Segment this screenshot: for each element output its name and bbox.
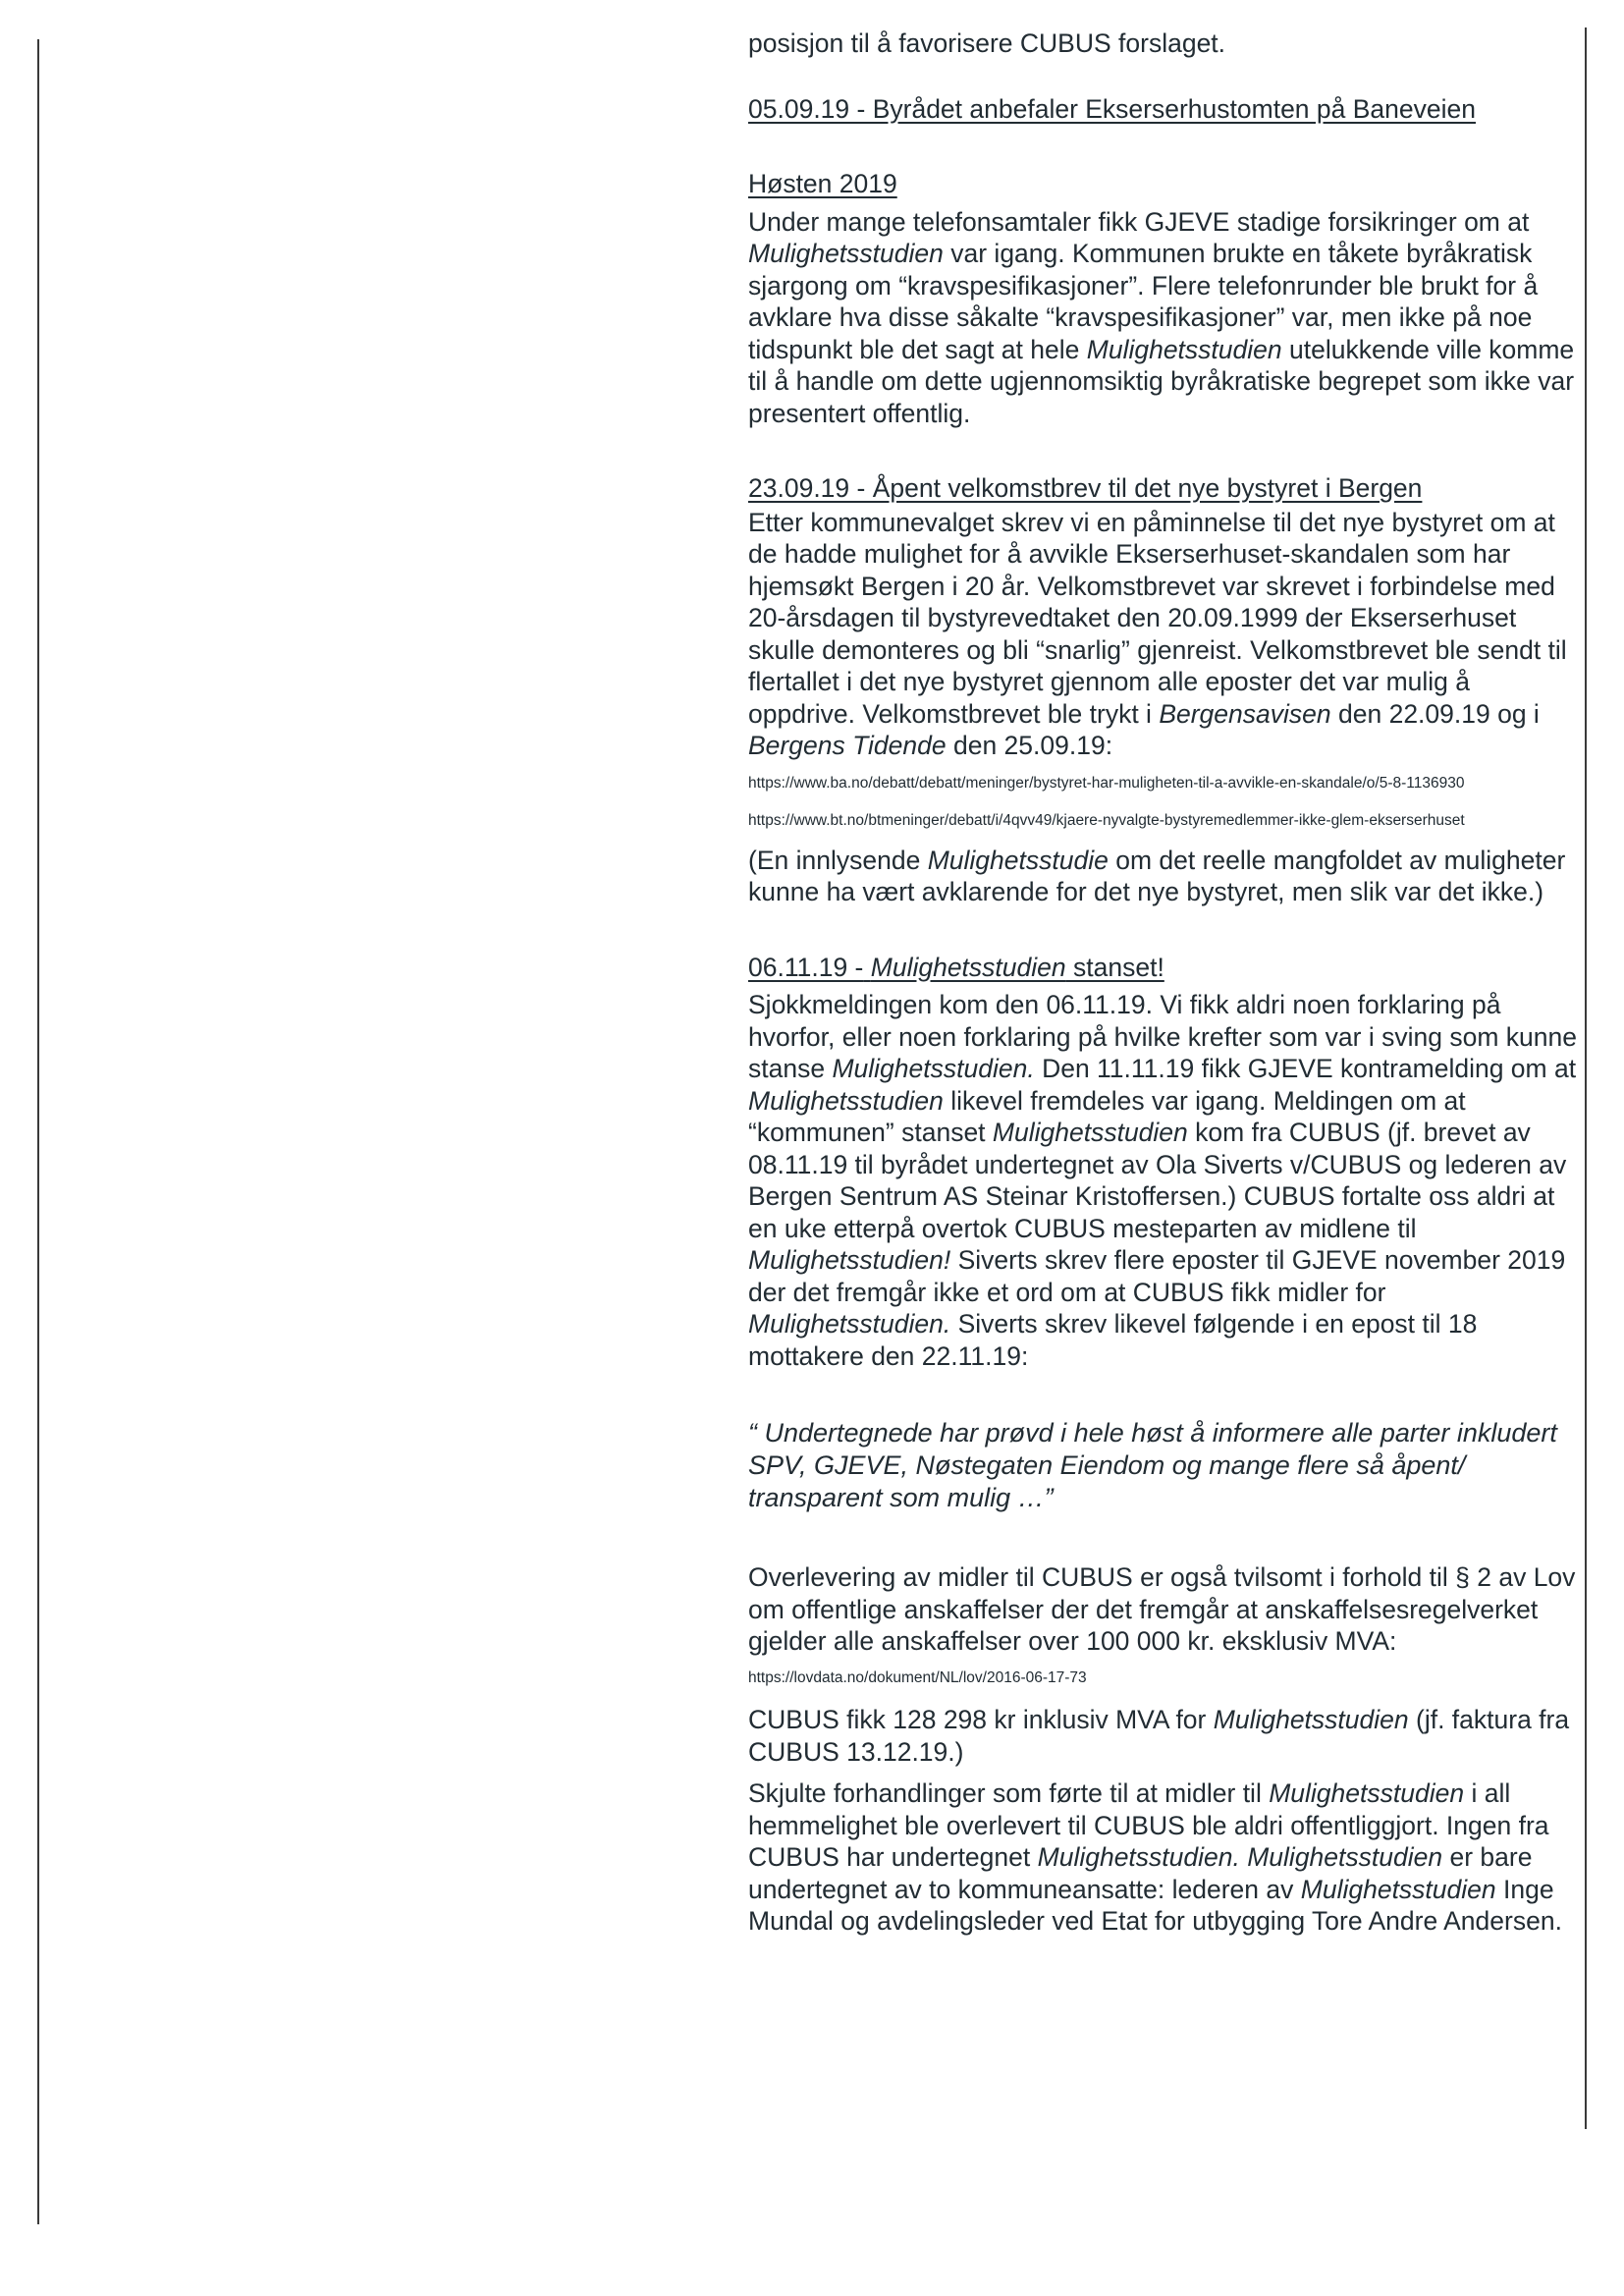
- right-margin-rule: [1585, 27, 1587, 2129]
- paragraph-anskaffelser: Overlevering av midler til CUBUS er også tvilsomt i forhold til § 2 av Lov om offentlige anskaffelser der det fremgår at anskaffelsesregelverket gjelder alle anskaffelser over 100 000 kr. eksklusiv MVA: https://lovdata.no/dokument/NL/lov/2016-06-17-73: [748, 1562, 1576, 1686]
- url-lovdata[interactable]: https://lovdata.no/dokument/NL/lov/2016-06-17-73: [748, 1668, 1087, 1686]
- paragraph-sjokkmelding: Sjokkmeldingen kom den 06.11.19. Vi fikk aldri noen forklaring på hvorfor, eller noen forklaring på hvilke krefter som var i sving som kunne stanse Mulighetsstudien. Den 11.11.19 fikk GJEVE kontramelding om at Mulighetsstudien likevel fremdeles var igang. Meldingen om at “kommunen” stanset Mulighetsstudien kom fra CUBUS (jf. brevet av 08.11.19 til byrådet undertegnet av Ola Siverts v/CUBUS og lederen av Bergen Sentrum AS Steinar Kristoffersen.) CUBUS fortalte oss aldri at en uke etterpå overtok CUBUS mesteparten av midlene til Mulighetsstudien! Siverts skrev flere eposter til GJEVE november 2019 der det fremgår ikke et ord om at CUBUS fikk midler for Mulighetsstudien. Siverts skrev likevel følgende i en epost til 18 mottakere den 22.11.19:: [748, 990, 1577, 1371]
- intro-line: posisjon til å favorisere CUBUS forslaget.: [748, 28, 1226, 58]
- left-margin-rule: [37, 39, 39, 2224]
- paragraph-velkomstbrev: Etter kommunevalget skrev vi en påminnelse til det nye bystyret om at de hadde mulighet for å avvikle Ekserserhuset-skandalen som har hjemsøkt Bergen i 20 år. Velkomstbrevet var skrevet i forbindelse med 20-årsdagen til bystyrevedtaket den 20.09.1999 der Ekserserhuset skulle demonteres og bli “snarlig” gjenreist. Velkomstbrevet ble sendt til flertallet i det nye bystyret gjennom alle eposter det var mulig å oppdrive. Velkomstbrevet ble trykt i Bergensavisen den 22.09.19 og i Bergens Tidende den 25.09.19:: [748, 507, 1567, 760]
- section-heading-velkomstbrev: 23.09.19 - Åpent velkomstbrev til det nye bystyret i Bergen: [748, 473, 1423, 503]
- section-heading-hosten: Høsten 2019: [748, 169, 897, 198]
- url-bergensavisen[interactable]: https://www.ba.no/debatt/debatt/meninger/bystyret-har-muligheten-til-a-avvikle-en-skandale/o/5-8-1136930: [748, 774, 1465, 792]
- paragraph-cubus-belop: CUBUS fikk 128 298 kr inklusiv MVA for Mulighetsstudien (jf. faktura fra CUBUS 13.12.19.): [748, 1705, 1570, 1767]
- text-column: [748, 27, 1583, 1938]
- url-bergens-tidende[interactable]: https://www.bt.no/btmeninger/debatt/i/4qvv49/kjaere-nyvalgte-bystyremedlemmer-ikke-glem-ekserserhuset: [748, 811, 1465, 829]
- quote-siverts: “ Undertegnede har prøvd i hele høst å informere alle parter inkludert SPV, GJEVE, Nøstegaten Eiendom og mange flere så åpent/ transparent som mulig …”: [748, 1418, 1557, 1512]
- paragraph-mulighetsstudie-note: (En innlysende Mulighetsstudie om det reelle mangfoldet av muligheter kunne ha vært avklarende for det nye bystyret, men slik var det ikke.): [748, 845, 1566, 906]
- section-heading-stanset: 06.11.19 - Mulighetsstudien stanset!: [748, 952, 1164, 982]
- paragraph-skjulte-forhandlinger: Skjulte forhandlinger som førte til at midler til Mulighetsstudien i all hemmelighet ble overlevert til CUBUS ble aldri offentliggjort. Ingen fra CUBUS har undertegnet Mulighetsstudien. Mulighetsstudien er bare undertegnet av to kommuneansatte: lederen av Mulighetsstudien Inge Mundal og avdelingsleder ved Etat for utbygging Tore Andre Andersen.: [748, 1778, 1562, 1936]
- section-heading-byradet: 05.09.19 - Byrådet anbefaler Ekserserhustomten på Baneveien: [748, 93, 1476, 124]
- paragraph-hosten: Under mange telefonsamtaler fikk GJEVE stadige forsikringer om at Mulighetsstudien var igang. Kommunen brukte en tåkete byråkratisk sjargong om “kravspesifikasjoner”. Flere telefonrunder ble brukt for å avklare hva disse såkalte “kravspesifikasjoner” var, men ikke på noe tidspunkt ble det sagt at hele Mulighetsstudien utelukkende ville komme til å handle om dette ugjennomsiktig byråkratiske begrepet som ikke var presentert offentlig.: [748, 206, 1575, 428]
